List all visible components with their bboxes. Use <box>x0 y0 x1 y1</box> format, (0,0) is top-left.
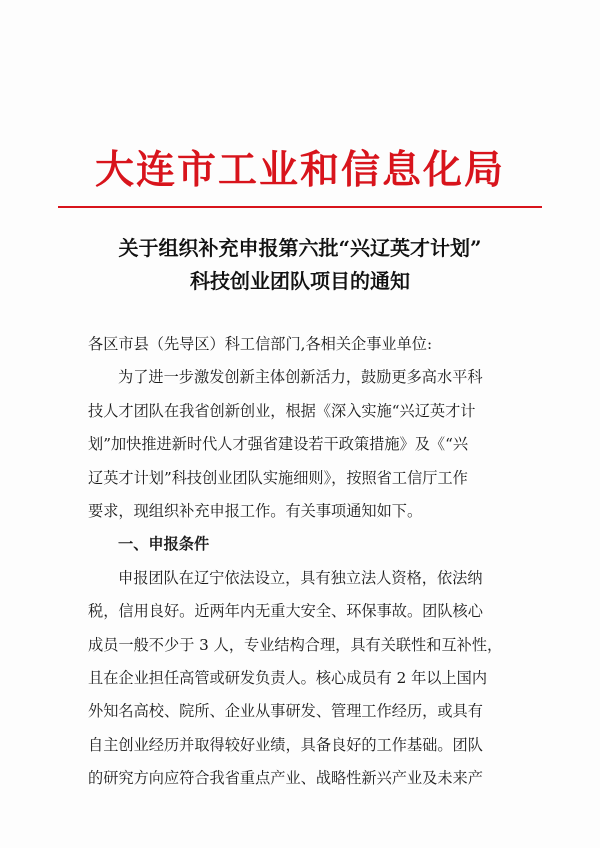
issuing-organization-header: 大连市工业和信息化局 <box>94 147 505 193</box>
document-body <box>88 328 528 795</box>
section1-line-4: 且在企业担任高管或研发负责人。核心成员有 2 年以上国内 <box>88 668 488 687</box>
intro-line-2: 技人才团队在我省创新创业，根据《深入实施“兴辽英才计 <box>88 401 476 420</box>
intro-line-3: 划”加快推进新时代人才强省建设若干政策措施》及《“兴 <box>88 435 469 454</box>
salutation: 各区市县（先导区）科工信部门,各相关企事业单位: <box>88 335 433 353</box>
section1-line-2: 税，信用良好。近两年内无重大安全、环保事故。团队核心 <box>88 602 483 621</box>
section1-line-5: 外知名高校、院所、企业从事研发、管理工作经历，或具有 <box>88 702 483 721</box>
intro-line-1: 为了进一步激发创新主体创新活力，鼓励更多高水平科 <box>118 368 483 387</box>
section1-line-1: 申报团队在辽宁依法设立，具有独立法人资格，依法纳 <box>118 568 483 587</box>
intro-line-5: 要求，现组织补充申报工作。有关事项通知如下。 <box>88 501 423 520</box>
document-title <box>0 232 600 298</box>
section1-line-7: 的研究方向应符合我省重点产业、战略性新兴产业及未来产 <box>88 769 483 788</box>
intro-line-4: 辽英才计划”科技创业团队实施细则》，按照省工信厅工作 <box>88 468 468 487</box>
section-heading-application-conditions: 一、申报条件 <box>118 535 210 554</box>
document-title-line-1: 关于组织补充申报第六批“兴辽英才计划” <box>118 236 482 260</box>
section1-line-6: 自主创业经历并取得较好业绩，具备良好的工作基础。团队 <box>88 735 483 754</box>
document-title-line-2: 科技创业团队项目的通知 <box>190 269 410 293</box>
section1-line-3: 成员一般不少于 3 人，专业结构合理，具有关联性和互补性， <box>88 635 503 654</box>
red-divider-line <box>58 206 542 208</box>
